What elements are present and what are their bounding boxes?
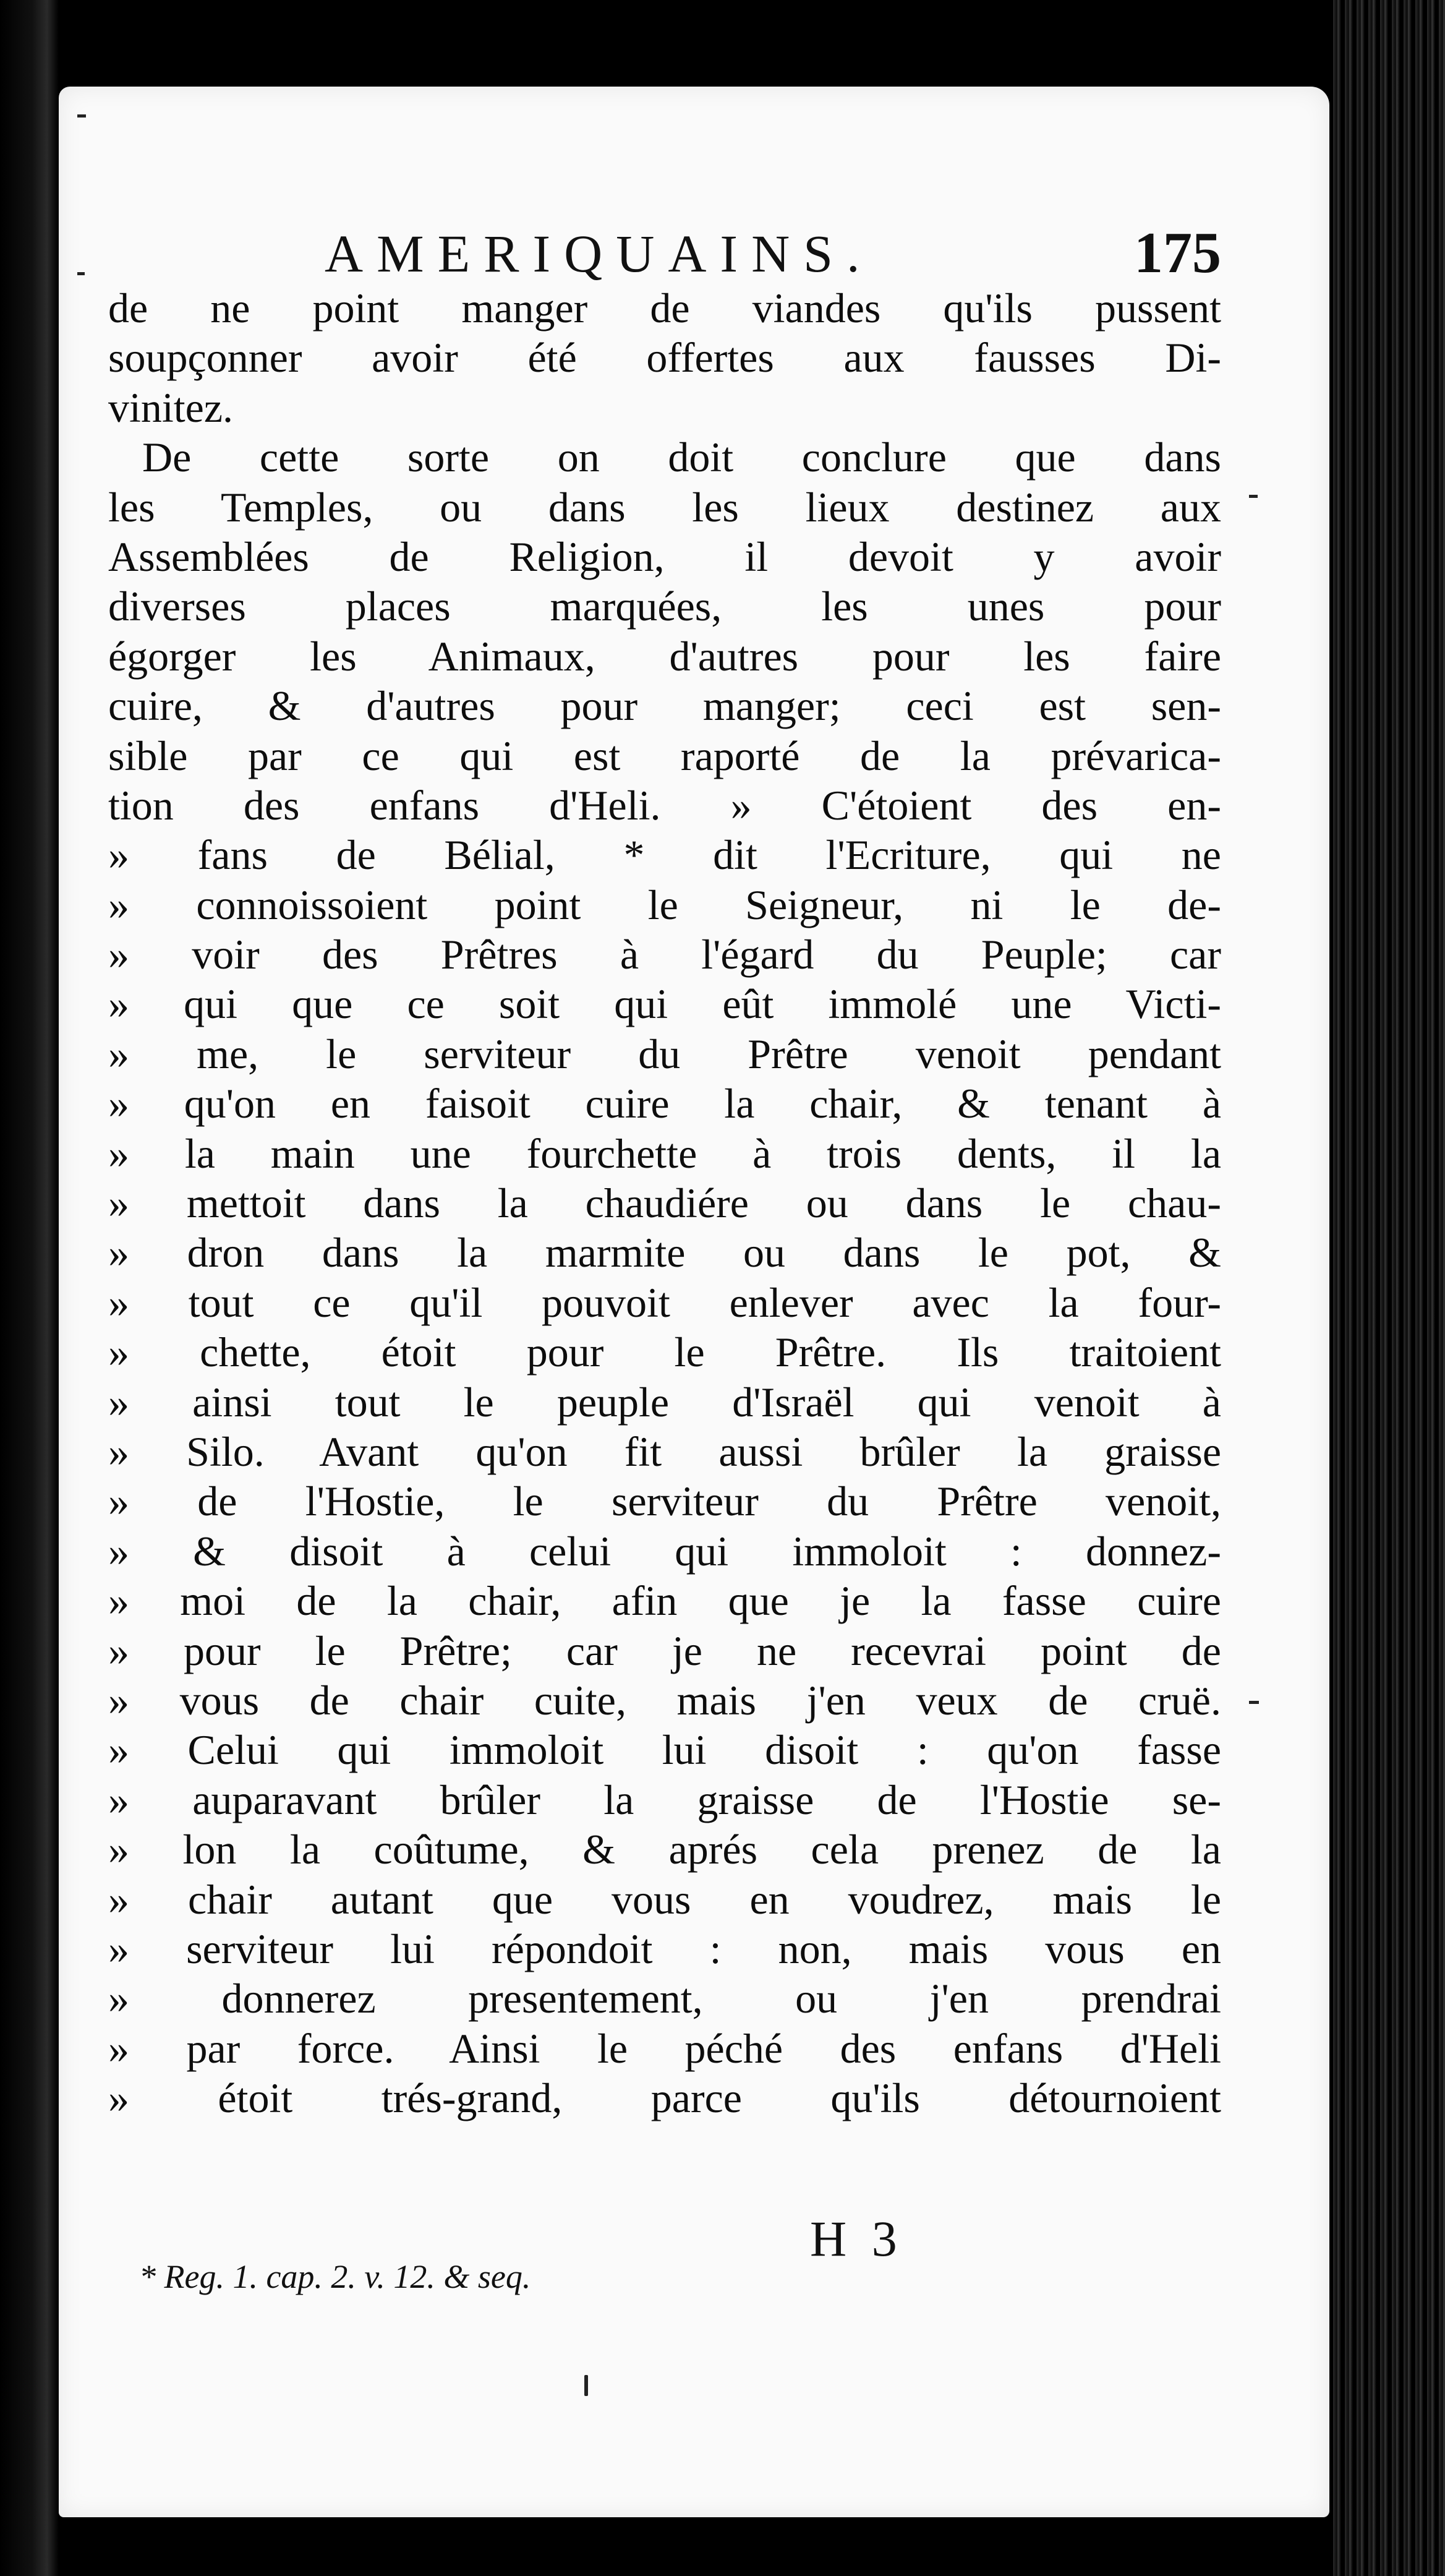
scan-speck	[584, 2375, 588, 2396]
text-line: » donnerez presentement, ou j'en prendrai	[108, 1975, 1221, 2022]
page-number: 175	[1134, 221, 1221, 285]
text-line: » & disoit à celui qui immoloit : donnez-	[108, 1527, 1221, 1575]
text-line: » chette, étoit pour le Prêtre. Ils traitoient	[108, 1329, 1221, 1376]
text-line: soupçonner avoir été offertes aux fausses Di-	[108, 334, 1221, 382]
text-line: vinitez.	[108, 383, 234, 431]
text-line: » me, le serviteur du Prêtre venoit pendant	[108, 1030, 1221, 1077]
text-line: » Silo. Avant qu'on fit aussi brûler la graisse	[108, 1427, 1221, 1475]
text-line: » dron dans la marmite ou dans le pot, &	[108, 1229, 1221, 1277]
text-line: » qui que ce soit qui eût immolé une Victi-	[108, 980, 1221, 1028]
scan-mark	[1249, 1701, 1259, 1704]
text-line: Assemblées de Religion, il devoit y avoir	[108, 533, 1221, 580]
text-line: » connoissoient point le Seigneur, ni le de-	[108, 881, 1221, 928]
text-line: égorger les Animaux, d'autres pour les faire	[108, 632, 1221, 680]
text-line: » qu'on en faisoit cuire la chair, & tenant à	[108, 1080, 1221, 1128]
text-line: » fans de Bélial, * dit l'Ecriture, qui ne	[108, 831, 1221, 879]
scan-mark	[1249, 495, 1258, 498]
text-line: » serviteur lui répondoit : non, mais vous en	[108, 1925, 1221, 1972]
scan-mark	[77, 114, 86, 118]
book-page	[59, 87, 1329, 2517]
running-head-title: AMERIQUAINS.	[325, 224, 874, 283]
text-line: » pour le Prêtre; car je ne recevrai point de	[108, 1627, 1221, 1674]
text-line: » voir des Prêtres à l'égard du Peuple; car	[108, 931, 1221, 978]
text-line: » chair autant que vous en voudrez, mais le	[108, 1875, 1221, 1923]
text-line: » ainsi tout le peuple d'Israël qui venoit à	[108, 1378, 1221, 1426]
text-line: » mettoit dans la chaudiére ou dans le chau-	[108, 1179, 1221, 1227]
text-line: De cette sorte on doit conclure que dans	[142, 434, 1221, 481]
footnote: * Reg. 1. cap. 2. v. 12. & seq.	[139, 2258, 531, 2295]
body-text	[108, 283, 1221, 2123]
scan-mark	[77, 272, 85, 275]
text-line: cuire, & d'autres pour manger; ceci est sen-	[108, 682, 1221, 730]
text-line: » lon la coûtume, & aprés cela prenez de la	[108, 1826, 1221, 1873]
text-line: » la main une fourchette à trois dents, il la	[108, 1129, 1221, 1177]
text-line: » moi de la chair, afin que je la fasse cuire	[108, 1577, 1221, 1625]
page-edges	[1329, 0, 1445, 2576]
text-line: » auparavant brûler la graisse de l'Hostie se-	[108, 1776, 1221, 1823]
text-line: » vous de chair cuite, mais j'en veux de cruë.	[108, 1676, 1221, 1724]
text-line: » étoit trés-grand, parce qu'ils détournoient	[108, 2074, 1221, 2122]
running-head	[59, 220, 1329, 288]
text-line: » de l'Hostie, le serviteur du Prêtre venoit,	[108, 1478, 1221, 1525]
book-spine-shadow	[0, 0, 59, 2576]
text-line: les Temples, ou dans les lieux destinez aux	[108, 483, 1221, 531]
text-line: diverses places marquées, les unes pour	[108, 583, 1221, 630]
text-line: tion des enfans d'Heli. » C'étoient des en-	[108, 781, 1221, 829]
text-line: de ne point manger de viandes qu'ils pussent	[108, 285, 1221, 332]
text-line: » tout ce qu'il pouvoit enlever avec la four-	[108, 1278, 1221, 1326]
text-line: » par force. Ainsi le péché des enfans d'Heli	[108, 2024, 1221, 2072]
text-line: » Celui qui immoloit lui disoit : qu'on fasse	[108, 1726, 1221, 1774]
text-line: sible par ce qui est raporté de la prévarica-	[108, 732, 1221, 779]
signature-mark: H 3	[810, 2210, 903, 2267]
